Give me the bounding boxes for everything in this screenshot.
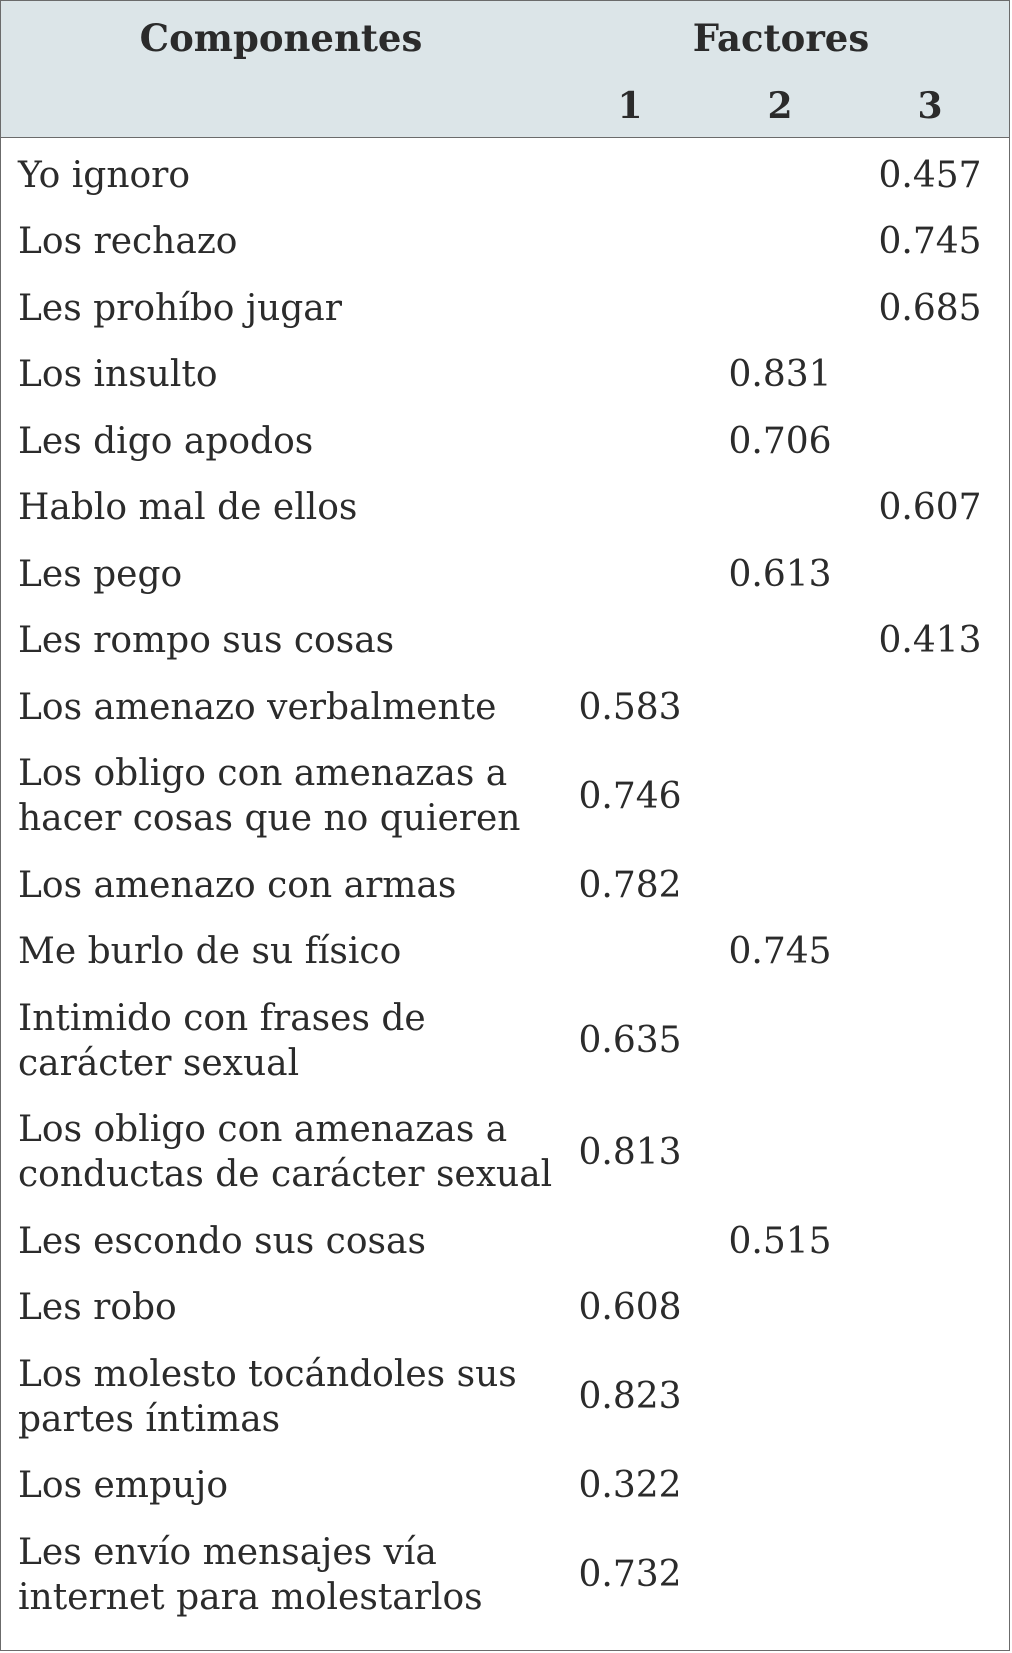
table-row — [1, 1453, 1009, 1520]
header-factor-3: 3 — [917, 85, 943, 127]
header-factors: Factores — [692, 16, 870, 60]
component-label: Los obligo con amenazas a hacer cosas que no quieren — [18, 753, 521, 840]
factor-1-value: 0.322 — [578, 1465, 682, 1507]
table-row — [1, 142, 1009, 209]
factor-1-value: 0.583 — [578, 686, 682, 728]
component-label: Los amenazo verbalmente — [18, 686, 497, 728]
factor-2-value: 0.706 — [728, 420, 832, 462]
factor-2-value: 0.515 — [728, 1220, 832, 1262]
factor-2-value: 0.745 — [728, 931, 832, 973]
factor-3-value: 0.607 — [878, 487, 982, 529]
header-factor-1: 1 — [617, 85, 643, 127]
factor-2-value: 0.613 — [728, 553, 832, 595]
component-label: Los amenazo con armas — [18, 864, 457, 906]
component-label: Los insulto — [18, 354, 218, 396]
table-row — [1, 741, 1009, 853]
factor-1-value: 0.608 — [578, 1287, 682, 1329]
component-label: Los empujo — [18, 1465, 229, 1507]
component-label: Intimido con frases de carácter sexual — [18, 997, 426, 1084]
factor-2-value: 0.831 — [728, 354, 832, 396]
header-factor-2: 2 — [767, 85, 793, 127]
factor-3-value: 0.745 — [878, 221, 982, 263]
component-label: Les rompo sus cosas — [18, 620, 395, 662]
table-row — [1, 1275, 1009, 1342]
component-label: Les envío mensajes vía internet para molestarlos — [18, 1531, 483, 1618]
component-label: Les pego — [18, 553, 183, 595]
factor-3-value: 0.685 — [878, 287, 982, 329]
table-row — [1, 985, 1009, 1097]
component-label: Les escondo sus cosas — [18, 1220, 426, 1262]
component-label: Los rechazo — [18, 221, 238, 263]
table-row — [1, 209, 1009, 276]
factor-1-value: 0.823 — [578, 1376, 682, 1418]
factor-1-value: 0.635 — [578, 1020, 682, 1062]
component-label: Les prohíbo jugar — [18, 287, 342, 329]
table-body — [1, 138, 1009, 1631]
table-row — [1, 674, 1009, 741]
factor-3-value: 0.413 — [878, 620, 982, 662]
factor-1-value: 0.732 — [578, 1554, 682, 1596]
table-row — [1, 1341, 1009, 1453]
table-row — [1, 919, 1009, 986]
component-label: Los molesto tocándoles sus partes íntimas — [18, 1353, 517, 1440]
factor-1-value: 0.813 — [578, 1131, 682, 1173]
table-row — [1, 275, 1009, 342]
factor-3-value: 0.457 — [878, 154, 982, 196]
table-row — [1, 1208, 1009, 1275]
table-row — [1, 608, 1009, 675]
table-row — [1, 541, 1009, 608]
table-row — [1, 475, 1009, 542]
table-row — [1, 1519, 1009, 1631]
component-label: Hablo mal de ellos — [18, 487, 358, 529]
component-label: Les digo apodos — [18, 420, 314, 462]
component-label: Los obligo con amenazas a conductas de carácter sexual — [18, 1109, 553, 1196]
factor-1-value: 0.746 — [578, 775, 682, 817]
table-row — [1, 408, 1009, 475]
component-label: Les robo — [18, 1287, 177, 1329]
table-row — [1, 852, 1009, 919]
header-components: Componentes — [139, 16, 423, 60]
table-row — [1, 1097, 1009, 1209]
component-label: Me burlo de su físico — [18, 931, 402, 973]
table-row — [1, 342, 1009, 409]
factor-1-value: 0.782 — [578, 864, 682, 906]
table-header — [1, 1, 1009, 138]
component-label: Yo ignoro — [18, 154, 191, 196]
